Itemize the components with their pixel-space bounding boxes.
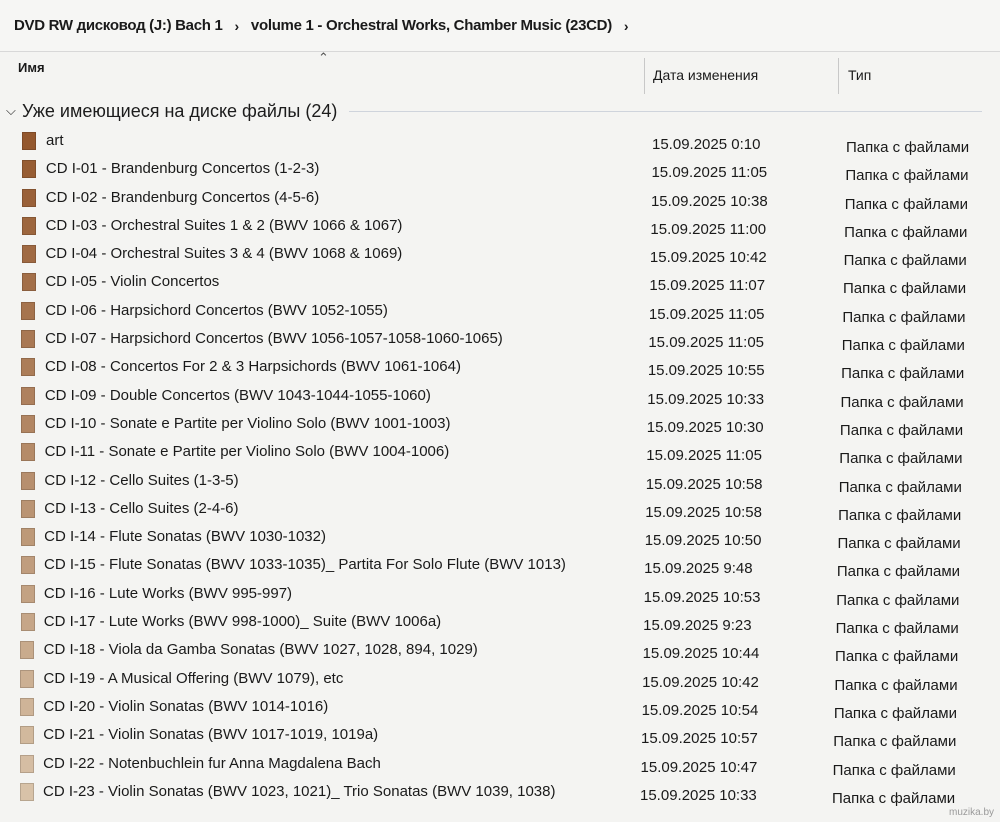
file-date: 15.09.2025 10:44 [642, 645, 760, 663]
file-row[interactable] [0, 496, 1000, 524]
file-type: Папка с файлами [836, 591, 960, 609]
group-divider [349, 111, 982, 112]
file-date: 15.09.2025 11:05 [648, 334, 765, 352]
file-name: CD I-17 - Lute Works (BWV 998-1000)_ Suite (BWV 1006a) [43, 613, 442, 631]
group-header[interactable] [0, 98, 1000, 124]
file-type: Папка с файлами [839, 421, 964, 439]
file-type: Папка с файлами [832, 789, 956, 807]
file-row[interactable] [0, 241, 1000, 269]
file-row[interactable] [0, 298, 1000, 326]
file-type: Папка с файлами [834, 676, 958, 694]
file-row[interactable] [0, 411, 1000, 439]
file-name: CD I-20 - Violin Sonatas (BWV 1014-1016) [43, 697, 329, 715]
folder-icon [20, 783, 34, 801]
breadcrumb [0, 0, 1000, 52]
file-row[interactable] [0, 552, 1000, 580]
file-type: Папка с файлами [833, 704, 957, 722]
sort-up-icon: ⌃ [318, 50, 329, 65]
file-name: CD I-11 - Sonate e Partite per Violino Solo (BWV 1004-1006) [44, 443, 450, 461]
file-row[interactable] [0, 779, 1000, 807]
file-row[interactable] [0, 694, 1000, 722]
file-name: art [46, 132, 64, 149]
file-type: Папка с файлами [833, 733, 957, 751]
file-name: CD I-08 - Concertos For 2 & 3 Harpsichords (BWV 1061-1064) [44, 358, 461, 376]
file-date: 15.09.2025 9:23 [643, 617, 752, 635]
chevron-down-icon[interactable]: ⌵ [6, 103, 16, 118]
file-date: 15.09.2025 9:48 [644, 560, 753, 578]
folder-icon [21, 387, 35, 405]
column-header-date[interactable]: Дата изменения [653, 67, 759, 83]
file-row[interactable] [0, 666, 1000, 694]
folder-icon [22, 273, 36, 291]
file-row[interactable] [0, 326, 1000, 354]
chevron-right-icon[interactable]: › [234, 17, 239, 34]
file-type: Папка с файлами [843, 252, 967, 270]
file-name: CD I-23 - Violin Sonatas (BWV 1023, 1021)_ Trio Sonatas (BWV 1039, 1038) [43, 782, 556, 800]
file-date: 15.09.2025 11:05 [651, 164, 768, 182]
file-name: CD I-16 - Lute Works (BWV 995-997) [43, 584, 293, 602]
file-row[interactable] [0, 213, 1000, 241]
folder-icon [21, 556, 35, 574]
column-header [0, 52, 1000, 96]
file-name: CD I-03 - Orchestral Suites 1 & 2 (BWV 1066 & 1067) [45, 216, 403, 234]
file-date: 15.09.2025 10:33 [640, 786, 757, 804]
column-header-type[interactable]: Тип [848, 67, 872, 83]
folder-icon [22, 245, 36, 263]
file-type: Папка с файлами [837, 535, 961, 553]
file-type: Папка с файлами [844, 195, 968, 213]
folder-icon [21, 358, 35, 376]
file-name: CD I-01 - Brandenburg Concertos (1-2-3) [45, 160, 320, 178]
file-row[interactable] [0, 156, 1000, 184]
folder-icon [21, 302, 35, 320]
folder-icon [21, 585, 35, 603]
file-date: 15.09.2025 10:57 [641, 730, 758, 748]
file-date: 15.09.2025 11:05 [648, 305, 765, 323]
file-name: CD I-06 - Harpsichord Concertos (BWV 1052-1055) [45, 301, 388, 319]
chevron-right-icon[interactable]: › [623, 17, 629, 34]
file-type: Папка с файлами [841, 337, 965, 355]
folder-icon [21, 415, 35, 433]
folder-icon [20, 755, 34, 773]
file-type: Папка с файлами [838, 478, 962, 496]
file-type: Папка с файлами [836, 563, 961, 581]
file-list [0, 128, 1000, 807]
folder-icon [22, 132, 36, 150]
file-name: CD I-15 - Flute Sonatas (BWV 1033-1035)_ Partita For Solo Flute (BWV 1013) [44, 556, 566, 574]
file-type: Папка с файлами [840, 393, 964, 411]
file-row[interactable] [0, 439, 1000, 467]
file-date: 15.09.2025 10:42 [642, 673, 759, 691]
folder-icon [22, 189, 36, 207]
file-date: 15.09.2025 10:50 [644, 532, 762, 550]
file-date: 15.09.2025 11:07 [649, 277, 766, 295]
file-type: Папка с файлами [841, 365, 965, 383]
breadcrumb-item-drive[interactable]: DVD RW дисковод (J:) Bach 1 [14, 17, 223, 34]
file-name: CD I-13 - Cello Suites (2-4-6) [44, 499, 239, 517]
watermark: muzika.by [948, 807, 994, 818]
file-type: Папка с файлами [842, 308, 966, 326]
breadcrumb-item-folder[interactable]: volume 1 - Orchestral Works, Chamber Music (23CD) [250, 17, 612, 34]
file-type: Папка с файлами [844, 223, 968, 241]
file-type: Папка с файлами [845, 167, 969, 185]
file-row[interactable] [0, 383, 1000, 411]
column-header-name[interactable]: Имя [18, 60, 45, 75]
folder-icon [21, 443, 35, 461]
file-row[interactable] [0, 524, 1000, 552]
file-name: CD I-14 - Flute Sonatas (BWV 1030-1032) [44, 528, 326, 546]
folder-icon [20, 726, 34, 744]
file-date: 15.09.2025 11:00 [650, 220, 767, 238]
file-date: 15.09.2025 10:38 [650, 192, 768, 210]
file-name: CD I-09 - Double Concertos (BWV 1043-1044-1055-1060) [44, 386, 431, 404]
file-date: 15.09.2025 11:05 [646, 447, 762, 465]
file-type: Папка с файлами [842, 280, 967, 298]
file-row[interactable] [0, 609, 1000, 637]
file-name: CD I-18 - Viola da Gamba Sonatas (BWV 1027, 1028, 894, 1029) [43, 641, 478, 659]
folder-icon [21, 472, 35, 490]
file-row[interactable] [0, 128, 1000, 156]
folder-icon [20, 641, 34, 659]
file-date: 15.09.2025 10:58 [645, 475, 763, 493]
file-date: 15.09.2025 0:10 [652, 136, 761, 153]
folder-icon [21, 330, 35, 348]
file-date: 15.09.2025 10:30 [646, 418, 764, 436]
column-divider[interactable] [644, 58, 645, 94]
folder-icon [21, 500, 35, 518]
file-date: 15.09.2025 10:55 [647, 362, 765, 380]
file-name: CD I-12 - Cello Suites (1-3-5) [44, 471, 239, 489]
file-date: 15.09.2025 10:53 [643, 588, 761, 606]
folder-icon [22, 217, 36, 235]
file-row[interactable] [0, 354, 1000, 382]
file-name: CD I-02 - Brandenburg Concertos (4-5-6) [45, 188, 320, 206]
file-row[interactable] [0, 751, 1000, 779]
file-name: CD I-05 - Violin Concertos [45, 273, 220, 291]
file-type: Папка с файлами [835, 648, 959, 666]
file-name: CD I-10 - Sonate e Partite per Violino Solo (BWV 1001-1003) [44, 414, 451, 432]
file-type: Папка с файлами [838, 506, 962, 524]
folder-icon [20, 670, 34, 688]
file-name: CD I-07 - Harpsichord Concertos (BWV 1056-1057-1058-1060-1065) [45, 330, 503, 348]
folder-icon [21, 528, 35, 546]
column-divider[interactable] [838, 58, 839, 94]
file-row[interactable] [0, 722, 1000, 750]
folder-icon [22, 160, 36, 178]
file-date: 15.09.2025 10:42 [649, 249, 767, 267]
file-name: CD I-04 - Orchestral Suites 3 & 4 (BWV 1068 & 1069) [45, 245, 403, 263]
group-title: Уже имеющиеся на диске файлы (24) [22, 100, 338, 121]
file-name: CD I-22 - Notenbuchlein fur Anna Magdalena Bach [43, 754, 381, 772]
file-row[interactable] [0, 185, 1000, 213]
file-name: CD I-19 - A Musical Offering (BWV 1079), etc [43, 669, 344, 687]
file-date: 15.09.2025 10:54 [641, 701, 759, 719]
file-date: 15.09.2025 10:33 [647, 390, 765, 408]
file-type: Папка с файлами [835, 620, 959, 638]
file-row[interactable] [0, 581, 1000, 609]
file-type: Папка с файлами [846, 139, 970, 156]
folder-icon [20, 698, 34, 716]
file-name: CD I-21 - Violin Sonatas (BWV 1017-1019, 1019a) [43, 726, 379, 744]
file-row[interactable] [0, 468, 1000, 496]
file-date: 15.09.2025 10:47 [640, 758, 758, 776]
file-type: Папка с файлами [832, 761, 956, 779]
file-row[interactable] [0, 269, 1000, 297]
file-type: Папка с файлами [839, 450, 963, 468]
file-row[interactable] [0, 637, 1000, 665]
folder-icon [21, 613, 35, 631]
file-date: 15.09.2025 10:58 [645, 503, 762, 521]
